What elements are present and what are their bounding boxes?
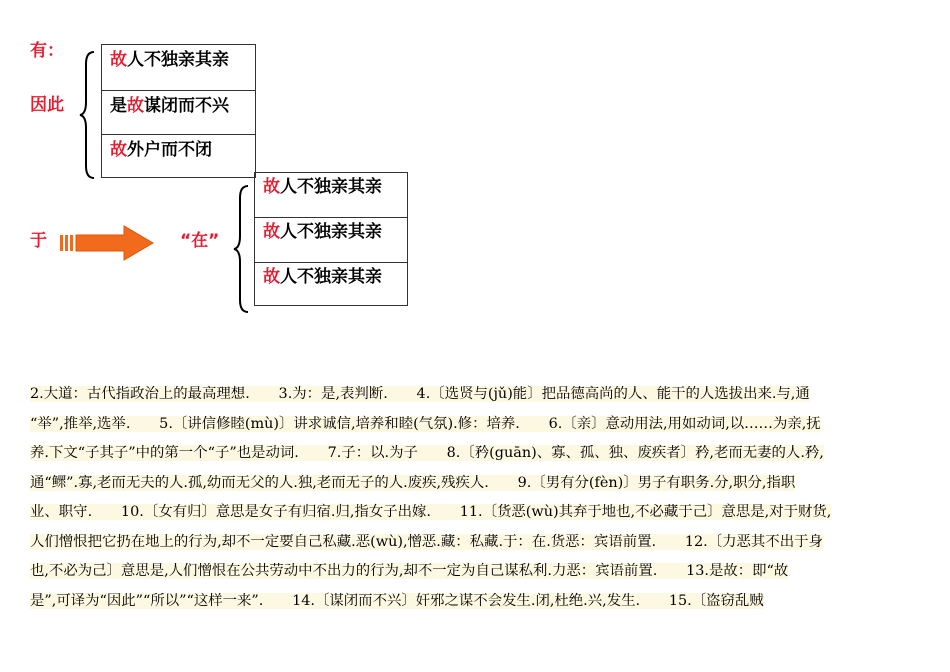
note-text: 通“鳏”.寡,老而无夫的人.孤,幼而无父的人.独,老而无子的人.废疾,残疾人. 9.〔男有分(fèn)〕男子有职务.分,职分,指职 [30, 474, 796, 491]
note-text: 2.大道：古代指政治上的最高理想. 3.为：是,表判断. 4.〔选贤与(jǔ)能〕把品德高尚的人、能干的人选拔出来.与,通 [30, 386, 810, 402]
example-row [102, 90, 255, 134]
example-box-yu [254, 172, 408, 306]
example-box-gu [101, 44, 256, 178]
label-yu: 于 [30, 231, 47, 251]
row-post: 人不独亲其亲 [127, 50, 229, 70]
row-post: 谋闭而不兴 [144, 96, 229, 116]
note-line [30, 557, 930, 587]
row-post: 人不独亲其亲 [280, 222, 382, 242]
note-line [30, 469, 930, 499]
row-post: 外户而不闭 [127, 140, 212, 160]
note-line [30, 380, 930, 410]
row-post: 人不独亲其亲 [280, 177, 382, 197]
note-line [30, 587, 930, 617]
example-row [255, 173, 407, 217]
row-post: 人不独亲其亲 [280, 267, 382, 287]
row-key: 故 [263, 267, 280, 287]
annotation-notes [30, 380, 930, 616]
note-text: 业、职守. 10.〔女有归〕意思是女子有归宿.归,指女子出嫁. 11.〔货恶(wù)其弃于地也,不必藏于己〕意思是,对于财货, [30, 504, 832, 520]
example-row [102, 134, 255, 178]
label-zai: “在” [180, 231, 220, 251]
note-text: “举”,推举,选举. 5.〔讲信修睦(mù)〕讲求诚信,培养和睦(气氛).修：培养. 6.〔亲〕意动用法,用如动词,以……为亲,抚 [30, 415, 821, 432]
row-key: 故 [263, 222, 280, 242]
note-text: 是”,可译为“因此”“所以”“这样一来”. 14.〔谋闭而不兴〕奸邪之谋不会发生.闭,杜绝.兴,发生. 15.〔盗窃乱贼 [30, 592, 764, 609]
note-text: 也,不必为己〕意思是,人们憎恨在公共劳动中不出力的行为,却不一定为自己谋私利.力恶：宾语前置. 13.是故：即“故 [30, 563, 789, 579]
note-text: 养.下文“子其子”中的第一个“子”也是动词. 7.子：以.为子 8.〔矜(guān)、寡、孤、独、废疾者〕矜,老而无妻的人.矜, [30, 445, 824, 461]
left-brace-icon [232, 184, 252, 314]
row-key: 故 [110, 140, 127, 160]
note-line [30, 410, 930, 440]
row-key: 故 [263, 177, 280, 197]
label-yinci: 因此 [30, 95, 64, 115]
example-row [255, 262, 407, 306]
note-line [30, 498, 930, 528]
note-text: 人们憎恨把它扔在地上的行为,却不一定要自己私藏.恶(wù),憎恶.藏：私藏.于：在.货恶：宾语前置. 12.〔力恶其不出于身 [30, 533, 823, 550]
row-key: 故 [110, 50, 127, 70]
row-pre: 是 [110, 96, 127, 116]
note-line [30, 439, 930, 469]
example-row [255, 217, 407, 262]
example-row [102, 45, 255, 90]
label-you: 有： [30, 41, 64, 61]
row-key: 故 [127, 96, 144, 116]
arrow-right-icon [60, 224, 156, 262]
note-line [30, 528, 930, 558]
left-brace-icon [78, 50, 98, 180]
